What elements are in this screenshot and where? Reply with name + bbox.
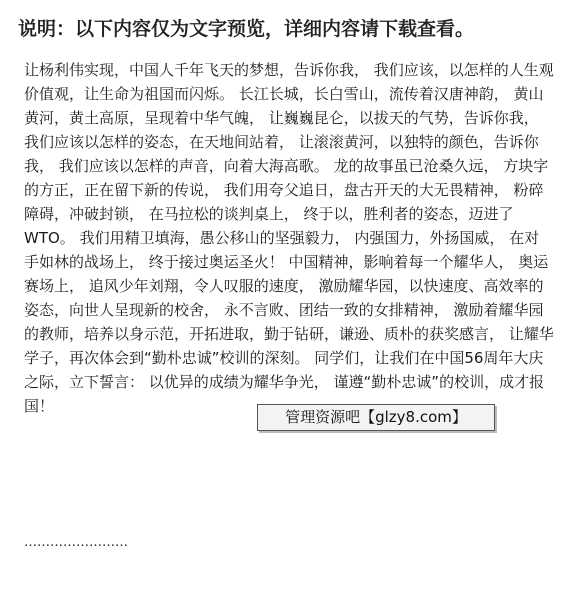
document-body [24, 58, 554, 418]
watermark-banner: 管理资源吧【glzy8.com】 [257, 404, 495, 431]
ellipsis: …………………… [24, 535, 128, 550]
body-paragraph: 让杨利伟实现，中国人千年飞天的梦想，告诉你我， 我们应该，以怎样的人生观价值观，让生命为祖国而闪烁。 长江长城，长白雪山，流传着汉唐神韵， 黄山黄河，黄土高原，呈现着中华气魄， 让巍巍昆仑，以拔天的气势，告诉你我， 我们应该以怎样的姿态，在天地间站着， 让滚滚黄河，以独特的颜色，告诉你我， 我们应该以怎样的声音，向着大海高歌。 龙的故事虽已沧桑久远， 方块字的方正，正在留下新的传说， 我们用夸父追日，盘古开天的大无畏精神， 粉碎障碍，冲破封锁， 在马拉松的谈判桌上， 终于以，胜利者的姿态，迈进了WTO。 我们用精卫填海，愚公移山的坚强毅力， 内强国力，外扬国威， 在对手如林的战场上， 终于接过奥运圣火！ 中国精神，影响着每一个耀华人， 奥运赛场上， 追风少年刘翔，令人叹服的速度， 激励耀华园，以快速度、高效率的姿态，向世人呈现新的校舍， 永不言败、团结一致的女排精神， 激励着耀华园的教师，培养以身示范，开拓进取，勤于钻研，谦逊、质朴的获奖感言， 让耀华学子，再次体会到“勤朴忠诚”校训的深刻。 同学们，让我们在中国56周年大庆之际，立下誓言： 以优异的成绩为耀华争光， 谨遵“勤朴忠诚”的校训，成才报国！ [24, 61, 554, 415]
preview-notice: 说明：以下内容仅为文字预览，详细内容请下载查看。 [18, 18, 475, 40]
